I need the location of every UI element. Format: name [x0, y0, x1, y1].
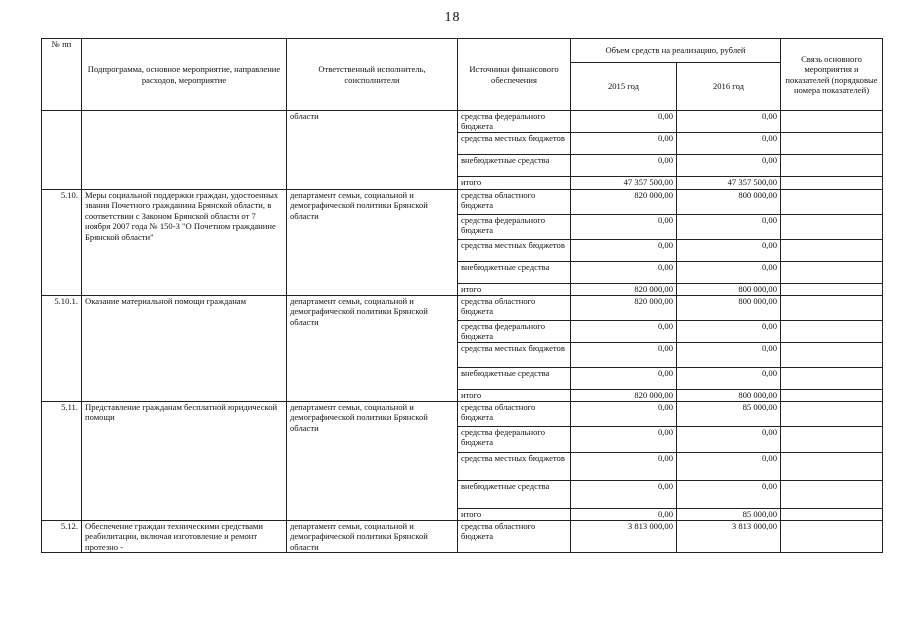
- table-row: [42, 111, 883, 133]
- row-value-2016: 0,00: [677, 133, 781, 155]
- row-value-2015: 820 000,00: [571, 190, 677, 215]
- table-row: [42, 190, 883, 215]
- row-value-2016: 3 813 000,00: [677, 521, 781, 553]
- table-row: [42, 521, 883, 553]
- row-source: средства федерального бюджета: [458, 215, 571, 240]
- row-source: внебюджетные средства: [458, 155, 571, 177]
- row-source: итого: [458, 284, 571, 296]
- row-executor: департамент семьи, социальной и демографической политики Брянской области: [287, 190, 458, 296]
- row-link: [781, 390, 883, 402]
- row-link: [781, 262, 883, 284]
- row-link: [781, 296, 883, 321]
- row-number: 5.12.: [42, 521, 82, 553]
- row-link: [781, 427, 883, 453]
- row-source: средства федерального бюджета: [458, 321, 571, 343]
- row-source: средства местных бюджетов: [458, 240, 571, 262]
- row-value-2016: 0,00: [677, 368, 781, 390]
- row-value-2016: 0,00: [677, 155, 781, 177]
- row-source: внебюджетные средства: [458, 262, 571, 284]
- row-link: [781, 284, 883, 296]
- row-source: средства местных бюджетов: [458, 453, 571, 481]
- row-value-2016: 85 000,00: [677, 402, 781, 427]
- row-source: итого: [458, 390, 571, 402]
- row-value-2016: 800 000,00: [677, 390, 781, 402]
- row-value-2015: 0,00: [571, 133, 677, 155]
- row-value-2016: 0,00: [677, 453, 781, 481]
- row-source: внебюджетные средства: [458, 368, 571, 390]
- row-value-2015: 0,00: [571, 155, 677, 177]
- row-link: [781, 240, 883, 262]
- row-value-2015: 0,00: [571, 453, 677, 481]
- row-value-2015: 0,00: [571, 215, 677, 240]
- page-number: 18: [444, 10, 461, 25]
- row-name: [82, 111, 287, 190]
- row-value-2015: 0,00: [571, 343, 677, 368]
- header-executor: Ответственный исполнитель, соисполнители: [287, 39, 458, 111]
- row-source: средства местных бюджетов: [458, 133, 571, 155]
- row-link: [781, 133, 883, 155]
- row-source: средства областного бюджета: [458, 296, 571, 321]
- row-name: Представление гражданам бесплатной юридической помощи: [82, 402, 287, 521]
- row-value-2015: 820 000,00: [571, 390, 677, 402]
- row-link: [781, 190, 883, 215]
- row-source: итого: [458, 509, 571, 521]
- row-value-2016: 0,00: [677, 111, 781, 133]
- row-source: средства областного бюджета: [458, 402, 571, 427]
- row-value-2015: 0,00: [571, 368, 677, 390]
- row-link: [781, 509, 883, 521]
- row-link: [781, 402, 883, 427]
- row-value-2016: 47 357 500,00: [677, 177, 781, 190]
- row-source: средства федерального бюджета: [458, 111, 571, 133]
- row-value-2015: 0,00: [571, 402, 677, 427]
- row-link: [781, 321, 883, 343]
- header-year-2015: 2015 год: [571, 63, 677, 111]
- row-name: Обеспечение граждан техническими средствами реабилитации, включая изготовление и ремонт протезно -: [82, 521, 287, 553]
- row-executor: департамент семьи, социальной и демографической политики Брянской области: [287, 296, 458, 402]
- row-source: внебюджетные средства: [458, 481, 571, 509]
- row-link: [781, 215, 883, 240]
- header-number: № пп: [42, 39, 82, 111]
- row-value-2015: 0,00: [571, 240, 677, 262]
- row-link: [781, 343, 883, 368]
- row-value-2016: 0,00: [677, 240, 781, 262]
- row-value-2015: 0,00: [571, 481, 677, 509]
- row-value-2015: 820 000,00: [571, 284, 677, 296]
- header-link: Связь основного мероприятия и показателей (порядковые номера показателей): [781, 39, 883, 111]
- row-source: средства областного бюджета: [458, 521, 571, 553]
- row-value-2015: 0,00: [571, 262, 677, 284]
- row-value-2016: 800 000,00: [677, 296, 781, 321]
- row-link: [781, 368, 883, 390]
- table-row: [42, 296, 883, 321]
- row-value-2015: 3 813 000,00: [571, 521, 677, 553]
- row-value-2015: 0,00: [571, 427, 677, 453]
- row-value-2015: 0,00: [571, 321, 677, 343]
- row-link: [781, 155, 883, 177]
- row-value-2016: 0,00: [677, 262, 781, 284]
- row-value-2015: 820 000,00: [571, 296, 677, 321]
- row-executor: области: [287, 111, 458, 190]
- row-number: [42, 111, 82, 190]
- row-source: итого: [458, 177, 571, 190]
- row-link: [781, 521, 883, 553]
- row-value-2016: 0,00: [677, 215, 781, 240]
- row-value-2015: 0,00: [571, 509, 677, 521]
- row-value-2015: 0,00: [571, 111, 677, 133]
- header-name: Подпрограмма, основное мероприятие, направление расходов, мероприятие: [82, 39, 287, 111]
- row-link: [781, 453, 883, 481]
- row-value-2016: 0,00: [677, 321, 781, 343]
- row-name: Оказание материальной помощи гражданам: [82, 296, 287, 402]
- row-value-2016: 0,00: [677, 343, 781, 368]
- header-year-2016: 2016 год: [677, 63, 781, 111]
- row-number: 5.10.: [42, 190, 82, 296]
- financing-table: [41, 38, 883, 553]
- row-source: средства областного бюджета: [458, 190, 571, 215]
- header-volume: Объем средств на реализацию, рублей: [571, 39, 781, 63]
- row-executor: департамент семьи, социальной и демографической политики Брянской области: [287, 521, 458, 553]
- row-link: [781, 481, 883, 509]
- row-value-2016: 85 000,00: [677, 509, 781, 521]
- table-row: [42, 402, 883, 427]
- row-name: Меры социальной поддержки граждан, удостоенных звания Почетного гражданина Брянской области, в соответствии с Законом Брянской области от 7 ноября 2007 года № 150-З "О Почетном гражданине Брянской области": [82, 190, 287, 296]
- row-source: средства федерального бюджета: [458, 427, 571, 453]
- row-number: 5.11.: [42, 402, 82, 521]
- row-value-2016: 0,00: [677, 427, 781, 453]
- row-value-2016: 800 000,00: [677, 190, 781, 215]
- row-value-2015: 47 357 500,00: [571, 177, 677, 190]
- row-executor: департамент семьи, социальной и демографической политики Брянской области: [287, 402, 458, 521]
- row-value-2016: 800 000,00: [677, 284, 781, 296]
- row-value-2016: 0,00: [677, 481, 781, 509]
- row-number: 5.10.1.: [42, 296, 82, 402]
- row-source: средства местных бюджетов: [458, 343, 571, 368]
- row-link: [781, 111, 883, 133]
- row-link: [781, 177, 883, 190]
- header-source: Источники финансового обеспечения: [458, 39, 571, 111]
